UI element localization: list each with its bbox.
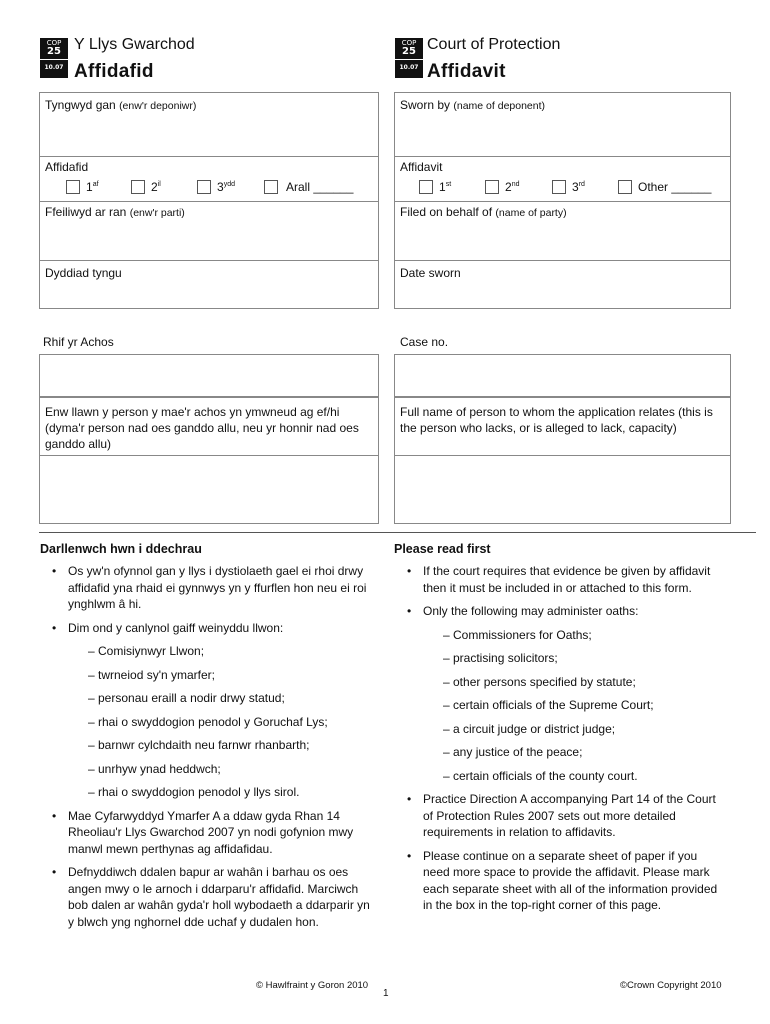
case-no-label-english: Case no. [400, 335, 449, 349]
checkbox-other-english[interactable] [618, 180, 632, 194]
sworn-by-label-welsh: Tyngwyd gan (enw'r deponiwr) [45, 98, 197, 112]
cop-badge-english: COP 25 10.07 [395, 38, 423, 78]
list-item: • If the court requires that evidence be given by affidavit then it must be included in or attached to this form. [399, 563, 725, 596]
checkbox-3rd-welsh[interactable] [197, 180, 211, 194]
list-item: – twrneiod sy'n ymarfer; [88, 667, 216, 682]
divider [394, 260, 731, 261]
list-item: • Please continue on a separate sheet of paper if you need more space to provide the affidavit. Please mark each separate sheet with all of the information provided in the box in the top-right corner of this page. [399, 848, 725, 914]
court-name-english: Court of Protection [427, 36, 561, 53]
case-no-input-english[interactable] [394, 354, 731, 397]
checkbox-other-welsh[interactable] [264, 180, 278, 194]
date-sworn-label-english: Date sworn [400, 266, 461, 280]
affidavit-label-english: Affidavit [400, 160, 443, 174]
option-1st-english: 1st [439, 180, 452, 194]
filed-on-behalf-label-english: Filed on behalf of (name of party) [400, 205, 567, 219]
copyright-welsh: © Hawlfraint y Goron 2010 [256, 980, 369, 991]
full-name-input-welsh[interactable] [39, 455, 379, 524]
option-other-welsh: Arall ______ [286, 180, 354, 194]
list-item: – practising solicitors; [443, 651, 558, 665]
checkbox-1st-welsh[interactable] [66, 180, 80, 194]
full-name-label-welsh: Enw llawn y person y mae'r achos yn ymwneud ag ef/hi (dyma'r person nad oes ganddo allu, neu yr honnir nad oes ganddo allu) [45, 405, 359, 451]
option-2nd-english: 2nd [505, 180, 520, 194]
list-item: – barnwr cylchdaith neu farnwr rhanbarth; [88, 738, 310, 752]
list-item: – certain officials of the county court. [443, 768, 638, 783]
full-name-label-english: Full name of person to whom the application relates (this is the person who lacks, or is alleged to lack, capacity) [400, 405, 713, 435]
divider [39, 260, 379, 261]
read-first-heading-welsh: Darllenwch hwn i ddechrau [40, 542, 202, 556]
read-first-heading-english: Please read first [394, 542, 491, 556]
notes-list-english [399, 563, 725, 921]
list-item: • Practice Direction A accompanying Part 14 of the Court of Protection Rules 2007 sets out more detailed requirements in relation to affidavits. [399, 791, 725, 841]
list-item: • Defnyddiwch ddalen bapur ar wahân i barhau os oes angen mwy o le arnoch i ddarparu'r affidafid. Marciwch bob dalen ar wahân gyda'r holl wybodaeth a ddarparir yn y blwch yng nghornel dde uchaf y dudalen hon. [44, 864, 374, 930]
list-item: – rhai o swyddogion penodol y llys sirol. [88, 785, 300, 799]
court-name-welsh: Y Llys Gwarchod [74, 36, 195, 53]
list-item: – Commissioners for Oaths; [443, 627, 592, 642]
option-3rd-welsh: $3^{ydd}$ [217, 180, 235, 194]
list-item: – certain officials of the Supreme Court; [443, 698, 654, 712]
form-title-english: Affidavit [427, 61, 506, 82]
list-item: • Mae Cyfarwyddyd Ymarfer A a ddaw gyda Rhan 14 Rheoliau'r Llys Gwarchod 2007 yn nodi gofynion mwy manwl mewn perthynas ag affidafidau. [44, 808, 374, 858]
list-item: – a circuit judge or district judge; [443, 721, 616, 736]
divider [39, 156, 379, 157]
sworn-by-field-welsh[interactable] [40, 114, 378, 156]
case-no-label-welsh: Rhif yr Achos [43, 335, 114, 349]
cop-badge-welsh: COP 25 10.07 [40, 38, 68, 78]
checkbox-1st-english[interactable] [419, 180, 433, 194]
notes-list-welsh [44, 563, 374, 937]
copyright-english: ©Crown Copyright 2010 [620, 980, 722, 991]
option-1st-welsh: $1^{af}$ [86, 180, 99, 194]
date-sworn-label-welsh: Dyddiad tyngu [45, 266, 122, 280]
option-3rd-english: 3rd [572, 180, 585, 194]
filed-on-behalf-field-welsh[interactable] [40, 222, 378, 260]
list-item: – unrhyw ynad heddwch; [88, 761, 221, 776]
list-item: • Only the following may administer oaths: [399, 603, 725, 620]
list-item: • Dim ond y canlynol gaiff weinyddu llwon: [44, 620, 374, 637]
date-sworn-field-english[interactable] [395, 282, 730, 308]
filed-on-behalf-field-english[interactable] [395, 222, 730, 260]
page-number: 1 [383, 988, 389, 999]
section-separator [39, 532, 756, 533]
divider [394, 156, 731, 157]
option-2nd-welsh: $2^{il}$ [151, 180, 161, 194]
divider [394, 201, 731, 202]
full-name-input-english[interactable] [394, 455, 731, 524]
list-item: – personau eraill a nodir drwy statud; [88, 691, 285, 705]
checkbox-3rd-english[interactable] [552, 180, 566, 194]
checkbox-2nd-welsh[interactable] [131, 180, 145, 194]
sworn-by-label-english: Sworn by (name of deponent) [400, 98, 546, 112]
list-item: – Comisiynwyr Llwon; [88, 644, 205, 658]
option-other-english: Other ______ [638, 180, 712, 194]
form-title-welsh: Affidafid [74, 61, 154, 82]
sworn-by-field-english[interactable] [395, 114, 730, 156]
list-item: – other persons specified by statute; [443, 674, 636, 689]
divider [39, 201, 379, 202]
affidavit-label-welsh: Affidafid [45, 160, 89, 174]
list-item: • Os yw'n ofynnol gan y llys i dystiolaeth gael ei rhoi drwy affidafid yna rhaid ei gynnwys yn y ffurflen hon neu ei roi ynghlwm â hi. [44, 563, 374, 613]
filed-on-behalf-label-welsh: Ffeiliwyd ar ran (enw'r parti) [45, 205, 185, 219]
list-item: – rhai o swyddogion penodol y Goruchaf Lys; [88, 714, 328, 729]
date-sworn-field-welsh[interactable] [40, 282, 378, 308]
case-no-input-welsh[interactable] [39, 354, 379, 397]
list-item: – any justice of the peace; [443, 745, 583, 759]
checkbox-2nd-english[interactable] [485, 180, 499, 194]
